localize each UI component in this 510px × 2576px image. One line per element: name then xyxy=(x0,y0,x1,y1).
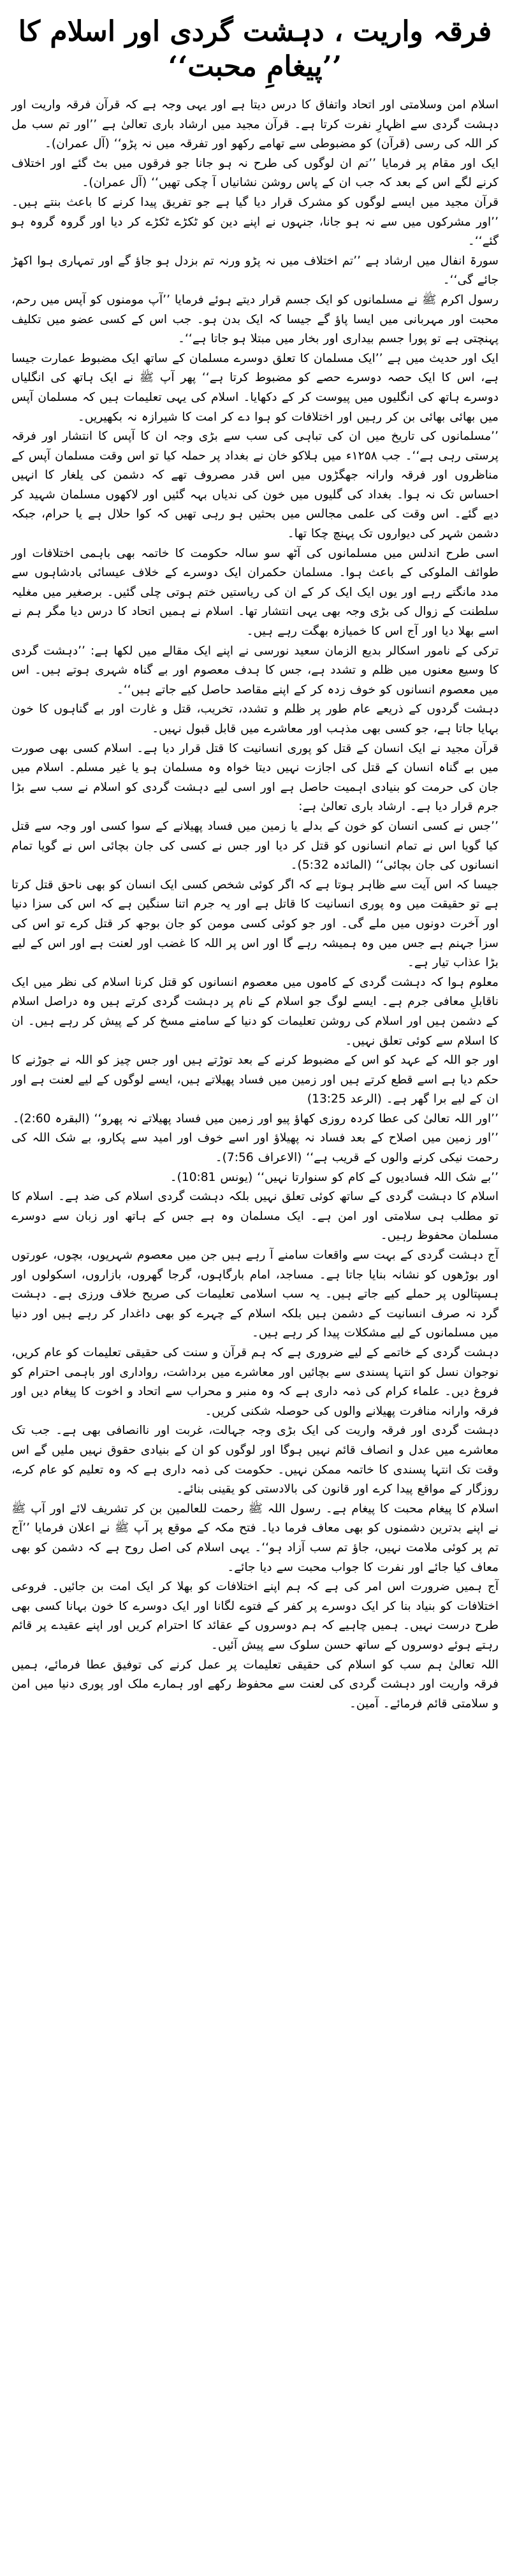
paragraph: ’’بے شک اللہ فسادیوں کے کام کو سنوارتا نہیں‘‘ (یونس 10:81)۔ xyxy=(170,1170,499,1184)
paragraph: دہشت گردی کے خاتمے کے لیے ضروری ہے کہ ہم قرآن و سنت کی حقیقی تعلیمات کو عام کریں، نوجوان نسل کو انتہا پسندی سے بچائیں اور معاشرے میں برداشت، رواداری اور باہمی احترام کو فروغ دیں۔ علماء کرام کی ذمہ داری ہے کہ وہ منبر و محراب سے اتحاد و اخوت کا پیغام دیں اور فرقہ وارانہ منافرت پھیلانے والوں کی حوصلہ شکنی کریں۔ xyxy=(11,1346,499,1418)
paragraph: ترکی کے نامور اسکالر بدیع الزمان سعید نورسی نے اپنے ایک مقالے میں لکھا ہے: ’’دہشت گردی کا وسیع معنوں میں ظلم و تشدد ہے، جس کا ہدف معصوم اور بے گناہ شہری ہوتے ہیں۔ اس میں معصوم انسانوں کو خوف زدہ کر کے اپنے مقاصد حاصل کیے جاتے ہیں‘‘۔ xyxy=(11,644,499,697)
paragraph: اسلام امن وسلامتی اور اتحاد واتفاق کا درس دیتا ہے اور یہی وجہ ہے کہ قرآن فرقہ واریت اور دہشت گردی سے اظہارِ نفرت کرتا ہے۔ قرآن مجید میں ارشاد باری تعالیٰ ہے ’’اور تم سب مل کر اللہ کی رسی (قرآن) کو مضبوطی سے تھامے رکھو اور تفرقہ میں نہ پڑو‘‘ (آل عمران)۔ xyxy=(11,98,499,151)
paragraph: ’’مسلمانوں کی تاریخ میں ان کی تباہی کی سب سے بڑی وجہ ان کا آپس کا انتشار اور فرقہ پرستی رہی ہے‘‘۔ جب ۱۲۵۸ء میں ہلاکو خان نے بغداد پر حملہ کیا تو اس وقت مسلمان آپس کے مناظروں اور فرقہ وارانہ جھگڑوں میں اس قدر مصروف تھے کہ دشمن کی یلغار کا انہیں احساس تک نہ ہوا۔ بغداد کی گلیوں میں خون کی ندیاں بہہ گئیں اور لاکھوں مسلمان شہید کر دیے گئے۔ اس وقت کی علمی مجالس میں بحثیں ہو رہی تھیں کہ کوا حلال ہے یا حرام، جبکہ دشمن شہر کی دیواروں تک پہنچ چکا تھا۔ xyxy=(11,430,499,541)
paragraph: رسول اکرم ﷺ نے مسلمانوں کو ایک جسم قرار دیتے ہوئے فرمایا ’’آپ مومنوں کو آپس میں رحم، محبت اور مہربانی میں ایسا پاؤ گے جیسا کہ ایک بدن ہو۔ جب اس کے کسی عضو میں تکلیف پہنچتی ہے تو پورا جسم بیداری اور بخار میں مبتلا ہو جاتا ہے‘‘۔ xyxy=(11,293,499,346)
paragraph: اسی طرح اندلس میں مسلمانوں کی آٹھ سو سالہ حکومت کا خاتمہ بھی باہمی اختلافات اور طوائف الملوکی کے باعث ہوا۔ مسلمان حکمران ایک دوسرے کے خلاف عیسائی بادشاہوں سے مدد مانگتے رہے اور یوں ایک ایک کر کے ان کی ریاستیں ختم ہوتی چلی گئیں۔ برصغیر میں مغلیہ سلطنت کے زوال کی بڑی وجہ بھی یہی انتشار تھا۔ اسلام نے ہمیں اتحاد کا درس دیا مگر ہم نے اسے بھلا دیا اور آج اس کا خمیازہ بھگت رہے ہیں۔ xyxy=(11,546,499,639)
paragraph: ایک اور حدیث میں ہے ’’ایک مسلمان کا تعلق دوسرے مسلمان کے ساتھ ایک مضبوط عمارت جیسا ہے، اس کا ایک حصہ دوسرے حصے کو مضبوط کرتا ہے‘‘ پھر آپ ﷺ نے ایک ہاتھ کی انگلیاں دوسرے ہاتھ کی انگلیوں میں پیوست کر کے دکھایا۔ اسلام کی یہی تعلیمات ہیں کہ مسلمان آپس میں بھائی بھائی بن کر رہیں اور اختلافات کو ہوا دے کر امت کا شیرازہ نہ بکھیریں۔ xyxy=(11,351,499,424)
paragraph: ’’جس نے کسی انسان کو خون کے بدلے یا زمین میں فساد پھیلانے کے سوا کسی اور وجہ سے قتل کیا گویا اس نے تمام انسانوں کو قتل کر دیا اور جس نے کسی کی جان بچائی اس نے گویا تمام انسانوں کی جان بچائی‘‘ (المائدہ 5:32)۔ xyxy=(11,819,499,872)
paragraph: ’’اور زمین میں اصلاح کے بعد فساد نہ پھیلاؤ اور اسے خوف اور امید سے پکارو، بے شک اللہ کی رحمت نیکی کرنے والوں کے قریب ہے‘‘ (الاعراف 7:56)۔ xyxy=(11,1131,499,1165)
paragraph: اسلام کا دہشت گردی کے ساتھ کوئی تعلق نہیں بلکہ دہشت گردی اسلام کی ضد ہے۔ اسلام کا تو مطلب ہی سلامتی اور امن ہے۔ ایک مسلمان وہ ہے جس کے ہاتھ اور زبان سے دوسرے مسلمان محفوظ رہیں۔ xyxy=(11,1190,499,1243)
paragraph: معلوم ہوا کہ دہشت گردی کے کاموں میں معصوم انسانوں کو قتل کرنا اسلام کی نظر میں ایک ناقابلِ معافی جرم ہے۔ ایسے لوگ جو اسلام کے نام پر دہشت گردی کرتے ہیں وہ دراصل اسلام کے دشمن ہیں اور اسلام کی روشن تعلیمات کو دنیا کے سامنے مسخ کر کے پیش کر رہے ہیں۔ ان کا اسلام سے کوئی تعلق نہیں۔ xyxy=(11,975,499,1048)
article-title: فرقہ واریت ، دہشت گردی اور اسلام کا ’’پیغامِ محبت‘‘ xyxy=(18,15,492,83)
paragraph: اور جو اللہ کے عہد کو اس کے مضبوط کرنے کے بعد توڑتے ہیں اور جس چیز کو اللہ نے جوڑنے کا حکم دیا ہے اسے قطع کرتے ہیں اور زمین میں فساد پھیلاتے ہیں، ایسے لوگوں کے لیے لعنت ہے اور ان کے لیے برا گھر ہے۔ (الرعد 13:25) xyxy=(11,1053,499,1106)
paragraph: ایک اور مقام پر فرمایا ’’تم ان لوگوں کی طرح نہ ہو جانا جو فرقوں میں بٹ گئے اور اختلاف کرنے لگے اس کے بعد کہ جب ان کے پاس روشن نشانیاں آ چکی تھیں‘‘ (آل عمران)۔ xyxy=(11,156,499,190)
paragraph: سورۃ انفال میں ارشاد ہے ’’تم اختلاف میں نہ پڑو ورنہ تم بزدل ہو جاؤ گے اور تمہاری ہوا اکھڑ جائے گی‘‘۔ xyxy=(11,254,499,287)
paragraph: دہشت گردوں کے ذریعے عام طور پر ظلم و تشدد، تخریب، قتل و غارت اور بے گناہوں کا خون بہایا جاتا ہے، جو کسی بھی مذہب اور معاشرے میں قابل قبول نہیں۔ xyxy=(11,702,499,735)
paragraph: دہشت گردی اور فرقہ واریت کی ایک بڑی وجہ جہالت، غربت اور ناانصافی بھی ہے۔ جب تک معاشرے میں عدل و انصاف قائم نہیں ہوگا اور لوگوں کو ان کے بنیادی حقوق نہیں ملیں گے اس وقت تک انتہا پسندی کا خاتمہ ممکن نہیں۔ حکومت کی ذمہ داری ہے کہ وہ تعلیم کو عام کرے، روزگار کے مواقع پیدا کرے اور قانون کی بالادستی کو یقینی بنائے۔ xyxy=(11,1424,499,1496)
paragraph: ’’اور اللہ تعالیٰ کی عطا کردہ روزی کھاؤ پیو اور زمین میں فساد پھیلاتے نہ پھرو‘‘ (البقرہ 2:60)۔ xyxy=(12,1111,499,1125)
paragraph: اللہ تعالیٰ ہم سب کو اسلام کی حقیقی تعلیمات پر عمل کرنے کی توفیق عطا فرمائے، ہمیں فرقہ واریت اور دہشت گردی کی لعنت سے محفوظ رکھے اور ہمارے ملک اور پوری دنیا میں امن و سلامتی قائم فرمائے۔ آمین۔ xyxy=(11,1658,499,1711)
paragraph: قرآن مجید میں ایسے لوگوں کو مشرک قرار دیا گیا ہے جو تفریق پیدا کرنے کا باعث بنتے ہیں۔ ’’اور مشرکوں میں سے نہ ہو جانا، جنہوں نے اپنے دین کو ٹکڑے ٹکڑے کر دیا اور گروہ گروہ ہو گئے‘‘۔ xyxy=(11,195,499,249)
paragraph: آج دہشت گردی کے بہت سے واقعات سامنے آ رہے ہیں جن میں معصوم شہریوں، بچوں، عورتوں اور بوڑھوں کو نشانہ بنایا جاتا ہے۔ مساجد، امام بارگاہوں، گرجا گھروں، بازاروں، اسکولوں اور ہسپتالوں پر حملے کیے جاتے ہیں۔ یہ سب اسلامی تعلیمات کی صریح خلاف ورزی ہے۔ دہشت گرد نہ صرف انسانیت کے دشمن ہیں بلکہ اسلام کے چہرے کو بھی داغدار کر رہے ہیں اور دنیا میں مسلمانوں کے لیے مشکلات پیدا کر رہے ہیں۔ xyxy=(11,1248,499,1340)
paragraph: آج ہمیں ضرورت اس امر کی ہے کہ ہم اپنے اختلافات کو بھلا کر ایک امت بن جائیں۔ فروعی اختلافات کو بنیاد بنا کر ایک دوسرے پر کفر کے فتوے لگانا اور ایک دوسرے کا خون بہانا کسی بھی طرح درست نہیں۔ ہمیں چاہیے کہ ہم دوسروں کے عقائد کا احترام کریں اور اپنے عقیدے پر قائم رہتے ہوئے دوسروں کے ساتھ حسن سلوک سے پیش آئیں۔ xyxy=(11,1580,499,1652)
paragraph: قرآن مجید نے ایک انسان کے قتل کو پوری انسانیت کا قتل قرار دیا ہے۔ اسلام کسی بھی صورت میں بے گناہ انسان کے قتل کی اجازت نہیں دیتا خواہ وہ مسلمان ہو یا غیر مسلم۔ اسلام میں جان کی حرمت کو بنیادی اہمیت حاصل ہے اور اسی لیے دہشت گردی کو اسلام نے سب سے بڑا جرم قرار دیا ہے۔ ارشاد باری تعالیٰ ہے: xyxy=(11,741,499,814)
article-body xyxy=(11,96,499,1714)
paragraph: جیسا کہ اس آیت سے ظاہر ہوتا ہے کہ اگر کوئی شخص کسی ایک انسان کو بھی ناحق قتل کرتا ہے تو حقیقت میں وہ پوری انسانیت کا قاتل ہے اور یہ جرم اتنا سنگین ہے کہ اس کی سزا دنیا اور آخرت دونوں میں ملے گی۔ اور جو کوئی کسی مومن کو جان بوجھ کر قتل کرے تو اس کی سزا جہنم ہے جس میں وہ ہمیشہ رہے گا اور اس پر اللہ کا غضب اور لعنت ہے اور اس کے لیے بڑا عذاب تیار ہے۔ xyxy=(11,878,499,970)
paragraph: اسلام کا پیغام محبت کا پیغام ہے۔ رسول اللہ ﷺ رحمت للعالمین بن کر تشریف لائے اور آپ ﷺ نے اپنے بدترین دشمنوں کو بھی معاف فرما دیا۔ فتح مکہ کے موقع پر آپ ﷺ نے اعلان فرمایا ’’آج تم پر کوئی ملامت نہیں، جاؤ تم سب آزاد ہو‘‘۔ یہی اسلام کی اصل روح ہے کہ دشمن کو بھی معاف کیا جائے اور نفرت کا جواب محبت سے دیا جائے۔ xyxy=(11,1501,499,1574)
